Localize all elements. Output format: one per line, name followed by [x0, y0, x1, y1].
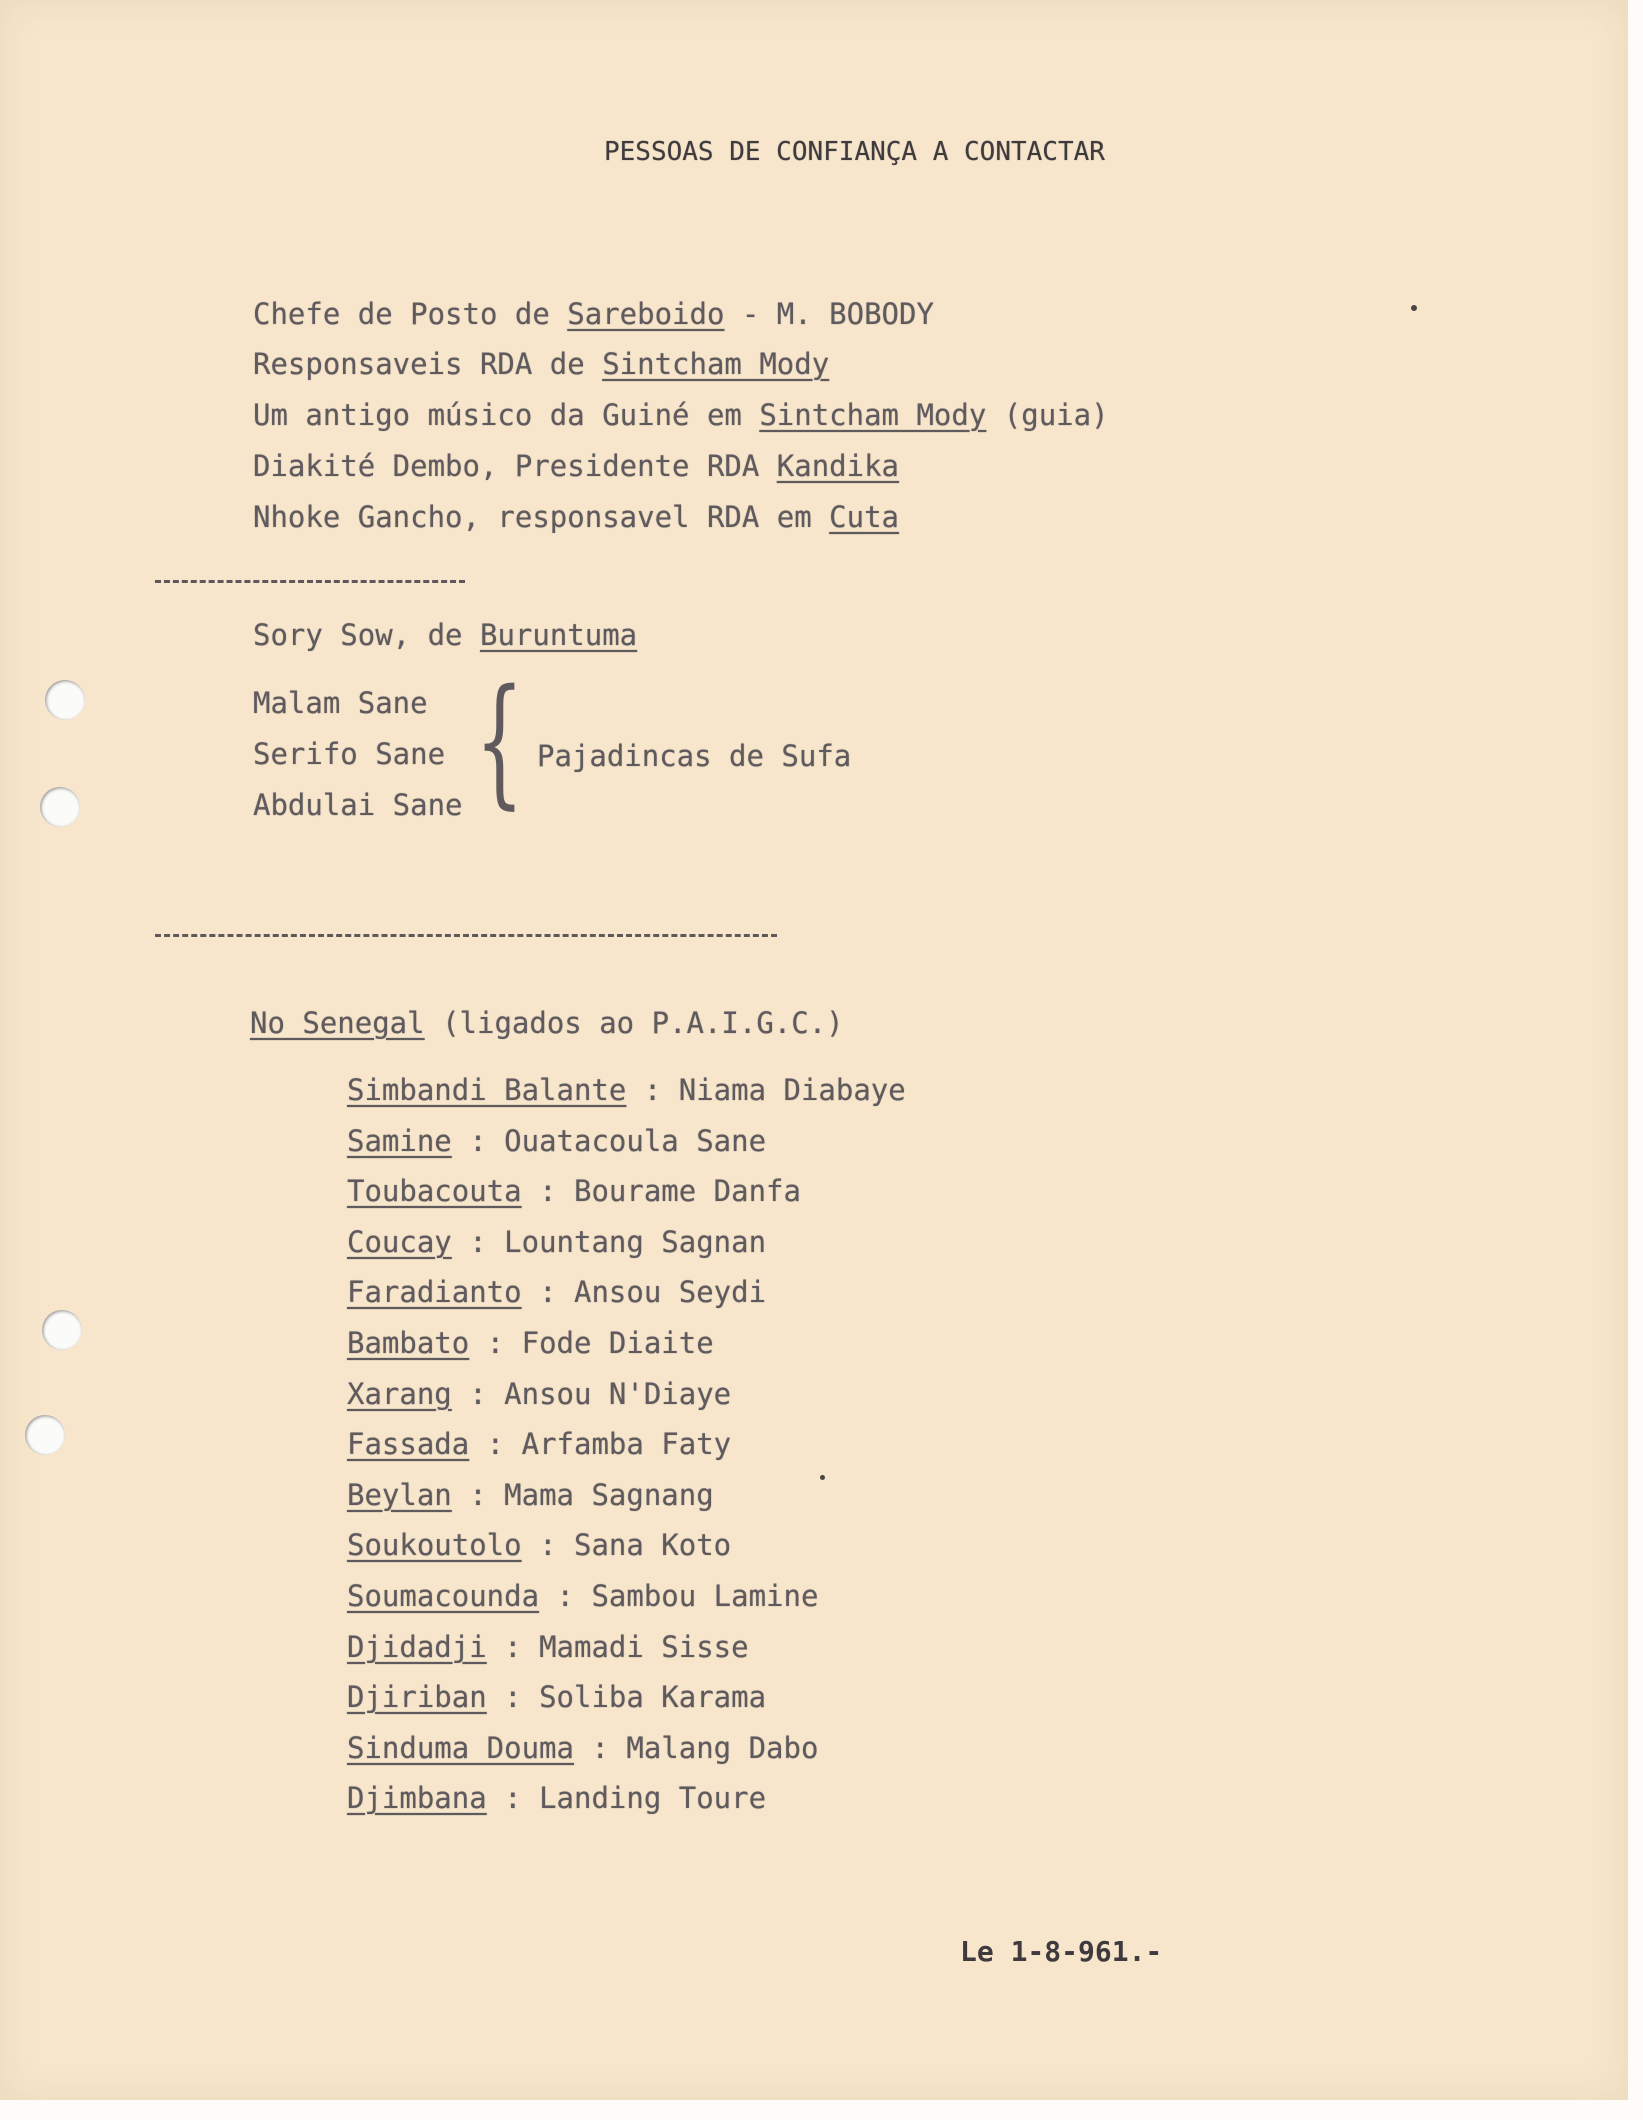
ink-speck: [1411, 305, 1417, 311]
person-name: Ansou N'Diaye: [504, 1377, 732, 1411]
contact-line-3: Um antigo músico da Guiné em Sintcham Mody (guia): [253, 398, 1109, 432]
contact-entry: [347, 1427, 731, 1461]
separator: :: [451, 1124, 505, 1158]
person-name: Fode Diaite: [521, 1326, 714, 1360]
separator: :: [469, 1326, 522, 1360]
separator: :: [451, 1377, 505, 1411]
ink-speck: [820, 1475, 825, 1480]
place-name: Faradianto: [347, 1275, 522, 1309]
person-name: Lountang Sagnan: [504, 1225, 767, 1259]
name-item: Malam Sane: [253, 686, 428, 720]
punch-hole: [42, 1310, 82, 1350]
contact-entry: [347, 1528, 731, 1562]
scan-margin: [1628, 0, 1643, 2120]
contact-line-4: Diakité Dembo, Presidente RDA Kandika: [253, 449, 900, 483]
place-name: Djiriban: [347, 1680, 487, 1714]
section-divider: [155, 580, 465, 583]
separator: :: [573, 1731, 627, 1765]
contact-entry: [347, 1225, 766, 1259]
contact-line-2: Responsaveis RDA de Sintcham Mody: [253, 347, 830, 381]
separator: :: [486, 1680, 540, 1714]
place-name: Toubacouta: [347, 1174, 522, 1208]
place-name: Djidadji: [347, 1630, 487, 1664]
separator: :: [486, 1630, 540, 1664]
contact-entry: [347, 1124, 766, 1158]
place-name: Bambato: [347, 1326, 470, 1360]
person-name: Bourame Danfa: [574, 1174, 801, 1208]
place-name: Samine: [347, 1124, 452, 1158]
contact-entry: [347, 1731, 818, 1765]
separator: :: [469, 1427, 522, 1461]
separator: :: [451, 1478, 505, 1512]
punch-hole: [25, 1415, 65, 1455]
person-name: Ouatacoula Sane: [504, 1124, 767, 1158]
grouping-brace: {: [475, 660, 524, 823]
section-divider: [155, 934, 777, 937]
separator: :: [521, 1528, 574, 1562]
contact-entry: [347, 1377, 731, 1411]
document-date: Le 1-8-961.-: [960, 1935, 1163, 1968]
name-item: Serifo Sane: [253, 737, 446, 771]
senegal-heading: No Senegal (ligados ao P.A.I.G.C.): [250, 1006, 844, 1040]
contact-entry: [347, 1579, 818, 1613]
person-name: Sambou Lamine: [591, 1579, 819, 1613]
person-name: Arfamba Faty: [521, 1427, 732, 1461]
place-name: Fassada: [347, 1427, 470, 1461]
place-name: Xarang: [347, 1377, 452, 1411]
place-name: Soumacounda: [347, 1579, 540, 1613]
contact-sory: Sory Sow, de Buruntuma: [253, 618, 638, 652]
person-name: Mamadi Sisse: [539, 1630, 749, 1664]
person-name: Ansou Seydi: [574, 1275, 767, 1309]
contact-entry: [347, 1073, 906, 1107]
separator: :: [451, 1225, 505, 1259]
separator: :: [521, 1275, 574, 1309]
contact-entry: [347, 1680, 766, 1714]
separator: :: [486, 1781, 540, 1815]
place-name: Coucay: [347, 1225, 452, 1259]
punch-hole: [40, 787, 80, 827]
contact-entry: [347, 1630, 749, 1664]
person-name: Niama Diabaye: [678, 1073, 906, 1107]
place-name: Soukoutolo: [347, 1528, 522, 1562]
contact-line-5: Nhoke Gancho, responsavel RDA em Cuta: [253, 500, 900, 534]
group-label: Pajadincas de Sufa: [537, 739, 852, 773]
place-name: Sinduma Douma: [347, 1731, 574, 1765]
name-item: Abdulai Sane: [253, 788, 463, 822]
separator: :: [626, 1073, 679, 1107]
separator: :: [539, 1579, 592, 1613]
place-name: Djimbana: [347, 1781, 487, 1815]
person-name: Soliba Karama: [539, 1680, 767, 1714]
place-name: Beylan: [347, 1478, 452, 1512]
contact-line-1: Chefe de Posto de Sareboido - M. BOBODY: [253, 297, 934, 331]
page-title: PESSOAS DE CONFIANÇA A CONTACTAR: [604, 137, 1105, 167]
contact-entry: [347, 1478, 714, 1512]
scan-margin: [0, 2100, 1643, 2120]
person-name: Sana Koto: [574, 1528, 732, 1562]
place-name: Simbandi Balante: [347, 1073, 627, 1107]
contact-entry: [347, 1326, 714, 1360]
contact-entry: [347, 1781, 766, 1815]
punch-hole: [45, 680, 85, 720]
contact-entry: [347, 1275, 766, 1309]
person-name: Mama Sagnang: [504, 1478, 714, 1512]
contact-entry: [347, 1174, 801, 1208]
person-name: Malang Dabo: [626, 1731, 819, 1765]
person-name: Landing Toure: [539, 1781, 767, 1815]
separator: :: [521, 1174, 574, 1208]
